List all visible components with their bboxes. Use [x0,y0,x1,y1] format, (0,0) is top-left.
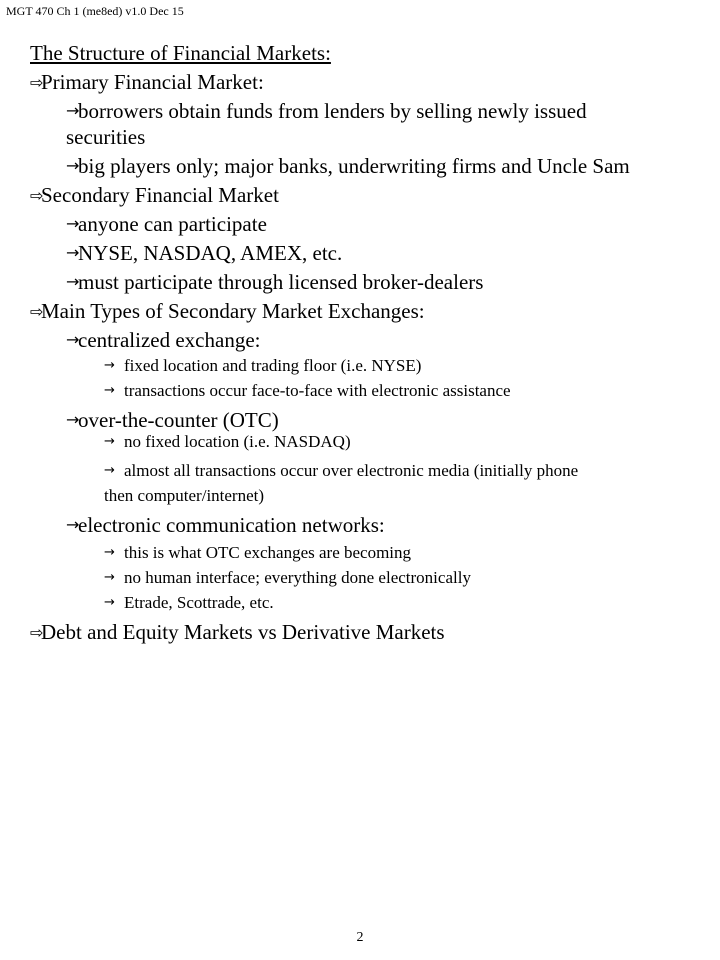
outline-item-level3 [104,431,351,453]
arrow-bullet-icon: → [104,383,115,398]
arrow-bullet-icon: → [66,515,80,534]
hollow-arrow-bullet-icon: ⇨ [30,302,44,321]
arrow-bullet-icon: → [66,330,80,349]
arrow-bullet-icon: → [104,463,115,478]
outline-item-level3 [104,592,274,614]
page-title: The Structure of Financial Markets: [30,41,331,65]
outline-item-text: over-the-counter (OTC) [78,408,279,432]
outline-item-text: centralized exchange: [78,328,261,352]
outline-item-level3 [104,567,471,589]
outline-item-level3 [104,355,422,377]
arrow-bullet-icon: → [104,358,115,373]
outline-item-text: electronic communication networks: [78,513,385,537]
outline-item-text: transactions occur face-to-face with electronic assistance [124,381,511,400]
outline-item-text: Primary Financial Market: [41,70,264,94]
slide-header: MGT 470 Ch 1 (me8ed) v1.0 Dec 15 [6,4,184,18]
outline-item-level2 [66,327,261,353]
outline-item-level1 [30,298,425,324]
outline-item-level2 [66,153,630,179]
outline-item-text: securities [66,125,146,149]
outline-item-text: borrowers obtain funds from lenders by selling newly issued [78,99,587,123]
outline-item-text: then computer/internet) [104,486,265,505]
hollow-arrow-bullet-icon: ⇨ [30,186,44,205]
outline-item-level3 [104,380,511,402]
arrow-bullet-icon: → [104,434,115,449]
arrow-bullet-icon: → [66,156,80,175]
outline-item-level1 [30,619,445,645]
arrow-bullet-icon: → [66,214,80,233]
hollow-arrow-bullet-icon: ⇨ [30,623,44,642]
outline-item-level2 [66,211,267,237]
arrow-bullet-icon: → [104,545,115,560]
outline-item-continuation [104,485,264,507]
outline-item-text: Main Types of Secondary Market Exchanges: [41,299,425,323]
outline-item-text: no human interface; everything done electronically [124,568,471,587]
outline-item-level2 [66,269,484,295]
arrow-bullet-icon: → [66,410,80,429]
outline-item-text: must participate through licensed broker-dealers [78,270,484,294]
arrow-bullet-icon: → [104,595,115,610]
page-number: 2 [356,930,364,945]
outline-item-text: Debt and Equity Markets vs Derivative Markets [41,620,445,644]
outline-item-text: Secondary Financial Market [41,183,279,207]
outline-item-text: Etrade, Scottrade, etc. [124,593,274,612]
outline-item-level3 [104,460,579,482]
outline-item-text: this is what OTC exchanges are becoming [124,543,412,562]
arrow-bullet-icon: → [104,570,115,585]
outline-item-level2 [66,240,343,266]
outline-item-level3 [104,542,412,564]
outline-item-level2 [66,98,587,124]
outline-item-level1 [30,69,264,95]
arrow-bullet-icon: → [66,272,80,291]
arrow-bullet-icon: → [66,243,80,262]
outline-item-continuation [66,124,145,150]
outline-item-level2 [66,407,279,433]
outline-item-text: fixed location and trading floor (i.e. NYSE) [124,356,422,375]
outline-item-level1 [30,182,279,208]
outline-item-level2 [66,512,385,538]
outline-item-text: big players only; major banks, underwriting firms and Uncle Sam [78,154,630,178]
hollow-arrow-bullet-icon: ⇨ [30,73,44,92]
arrow-bullet-icon: → [66,101,80,120]
outline-item-text: almost all transactions occur over electronic media (initially phone [124,461,579,480]
outline-item-text: no fixed location (i.e. NASDAQ) [124,432,351,451]
outline-item-text: anyone can participate [78,212,267,236]
outline-item-text: NYSE, NASDAQ, AMEX, etc. [78,241,343,265]
